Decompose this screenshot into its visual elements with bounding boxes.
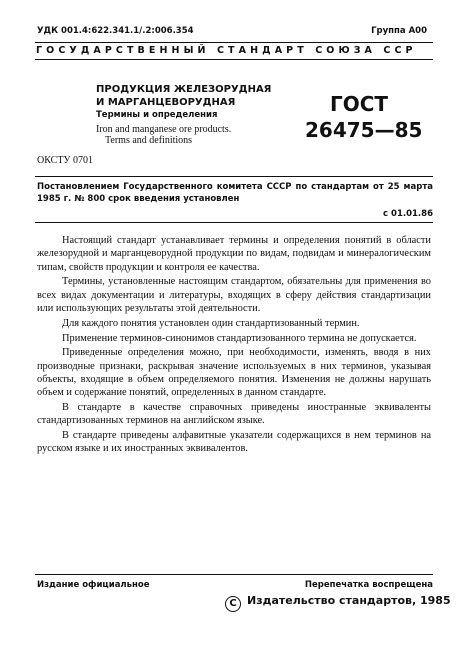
body-paragraph: В стандарте приведены алфавитные указатели содержащихся в нем терминов на русском языке и их иностранных эквивалентов. [37,430,431,455]
title-ru-line2: И МАРГАНЦЕВОРУДНАЯ [96,97,236,108]
effective-date: с 01.01.86 [383,209,433,219]
copyright-text: Издательство стандартов, 1985 [247,594,451,607]
group-code: Группа А00 [371,26,427,36]
divider-top [35,42,433,43]
body-text [37,234,431,457]
body-paragraph: Приведенные определения можно, при необходимости, изменять, вводя в них производные признаки, раскрывая значение используемых в них терминов, указывая объекты, входящие в объем определяемого понятия. Изменения не должны нарушать объем и содержание понятий, определенных в данном стандарте. [37,347,431,399]
gost-label: ГОСТ [330,92,389,116]
title-en [96,124,231,146]
copyright-notice [225,594,451,612]
edition-label: Издание официальное [37,580,150,590]
body-paragraph: Термины, установленные настоящим стандартом, обязательны для применения во всех видах документации и литературы, входящих в сферу действия стандартизации или использующих результаты этой деятельности. [37,276,431,314]
title-en-line1: Iron and manganese ore products. [96,124,232,135]
copyright-icon: C [225,596,241,612]
divider-footer [35,574,433,575]
title-ru [96,83,306,109]
title-en-line2: Terms and definitions [105,135,193,146]
title-ru-line1: ПРОДУКЦИЯ ЖЕЛЕЗОРУДНАЯ [96,84,272,95]
body-paragraph: Для каждого понятия установлен один стандартизованный термин. [62,317,360,329]
standard-header: ГОСУДАРСТВЕННЫЙ СТАНДАРТ СОЮЗА ССР [36,45,417,56]
divider-decree [35,176,433,177]
decree-text: Постановлением Государственного комитета СССР по стандартам от 25 марта 1985 г. № 800 срок введения установлен [37,182,433,204]
body-paragraph: Настоящий стандарт устанавливает термины и определения понятий в области железорудной и марганцеворудной продукции по видам, подвидам и минералогическим типам, свойств продукции и контроля ее качества. [37,235,431,273]
udk-code: УДК 001.4:622.341.1/.2:006.354 [37,26,194,36]
subtitle-ru: Термины и определения [96,110,218,120]
body-paragraph: Применение терминов-синонимов стандартизованного термина не допускается. [62,332,417,344]
divider-header [35,59,433,60]
body-paragraph: В стандарте в качестве справочных приведены иностранные эквиваленты стандартизованных терминов на английском языке. [37,402,431,427]
gost-number: 26475—85 [305,118,423,142]
oksty-code: ОКСТУ 0701 [37,155,94,166]
reprint-notice: Перепечатка воспрещена [304,580,433,590]
divider-body [35,222,433,223]
